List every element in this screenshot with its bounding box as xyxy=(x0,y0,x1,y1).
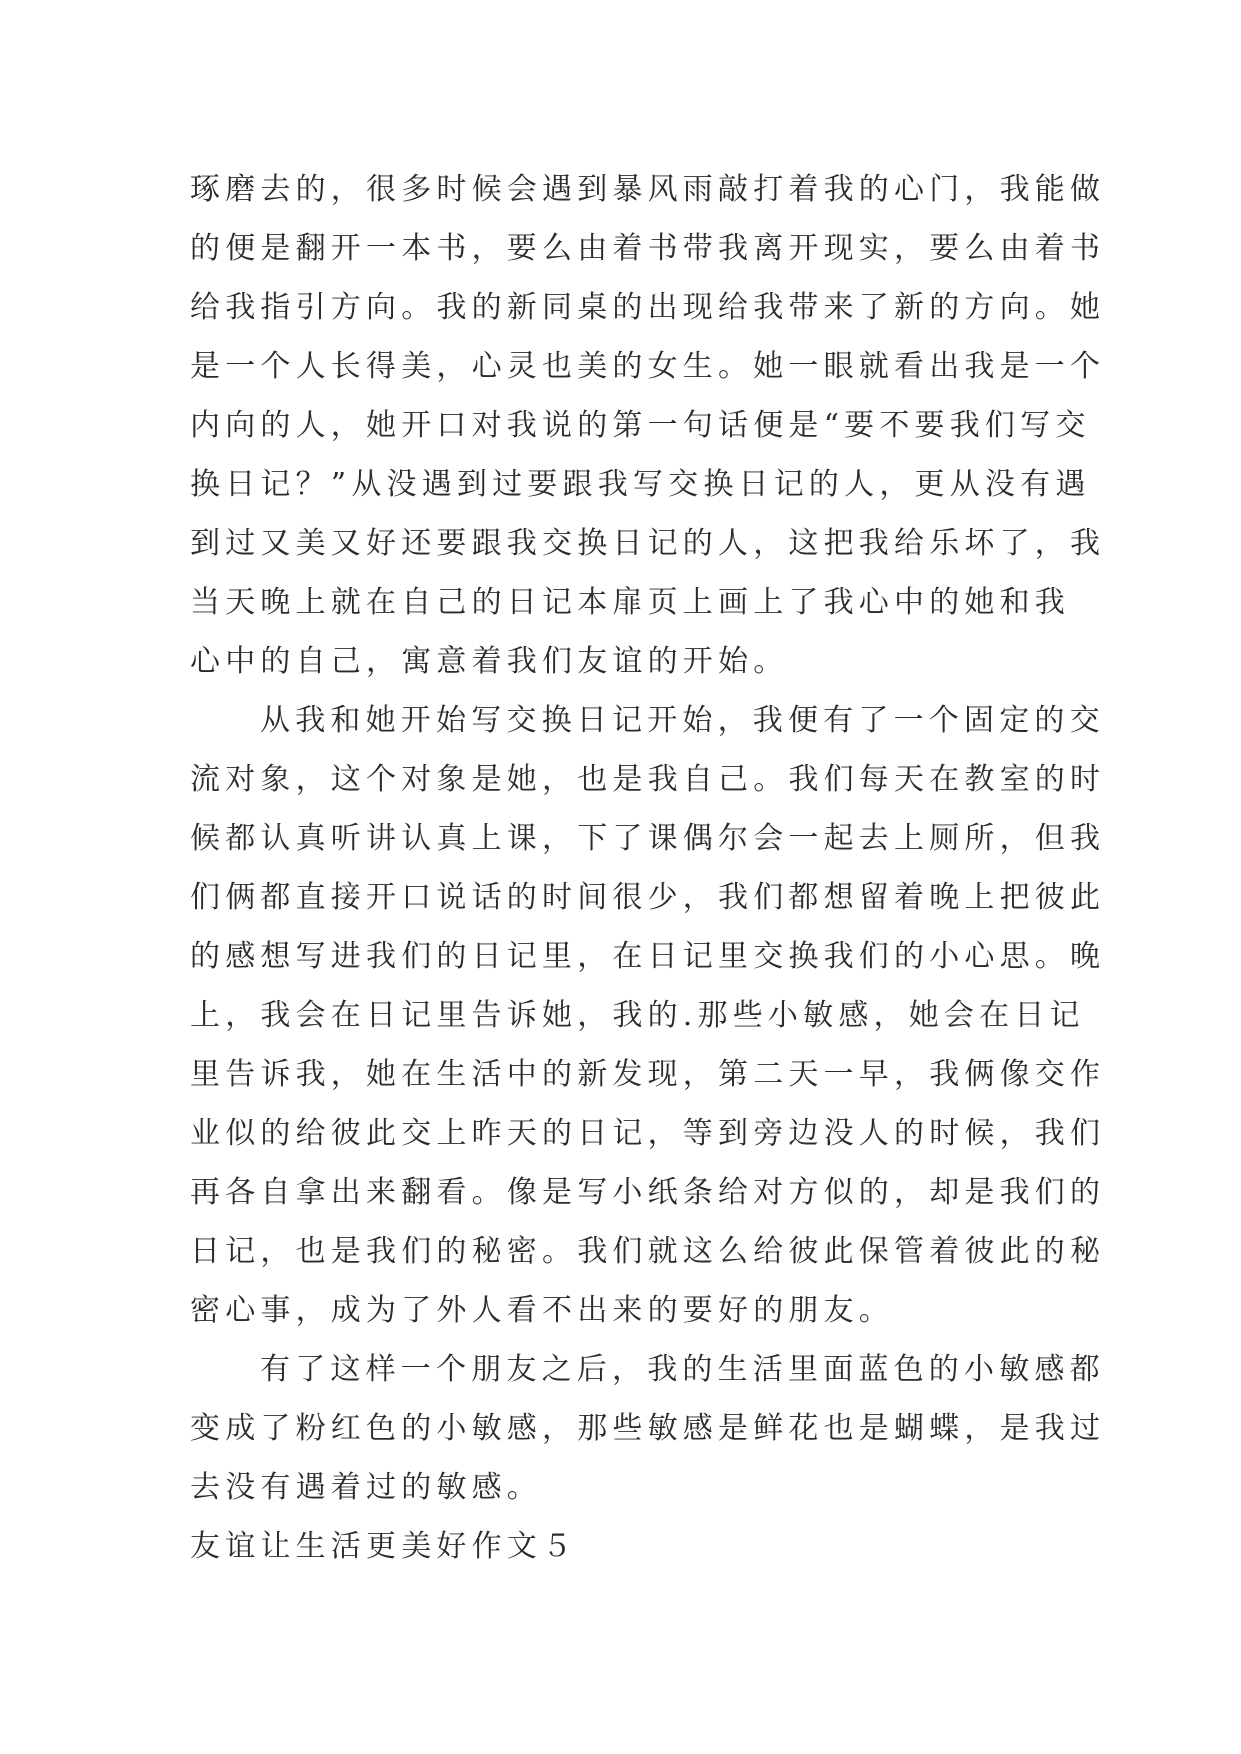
heading-text: 友谊让生活更美好作文５ xyxy=(190,1529,578,1564)
text-line: 日记，也是我们的秘密。我们就这么给彼此保管着彼此的秘 xyxy=(190,1234,1106,1269)
paragraph-1 xyxy=(190,160,1106,691)
document-body xyxy=(190,160,1106,1576)
text-line: 的感想写进我们的日记里，在日记里交换我们的小心思。晚 xyxy=(190,939,1106,974)
text-line: 当天晚上就在自己的日记本扉页上画上了我心中的她和我 xyxy=(190,585,1070,620)
text-line: 到过又美又好还要跟我交换日记的人，这把我给乐坏了，我 xyxy=(190,526,1106,561)
text-line: 琢磨去的，很多时候会遇到暴风雨敲打着我的心门，我能做 xyxy=(190,172,1106,207)
text-line: 里告诉我，她在生活中的新发现，第二天一早，我俩像交作 xyxy=(190,1057,1106,1092)
text-line: 是一个人长得美，心灵也美的女生。她一眼就看出我是一个 xyxy=(190,349,1106,384)
text-line: 候都认真听讲认真上课，下了课偶尔会一起去上厕所，但我 xyxy=(190,821,1106,856)
text-line: 去没有遇着过的敏感。 xyxy=(190,1470,542,1505)
text-line: 密心事，成为了外人看不出来的要好的朋友。 xyxy=(190,1293,894,1328)
text-line: 的便是翻开一本书，要么由着书带我离开现实，要么由着书 xyxy=(190,231,1106,266)
text-line: 再各自拿出来翻看。像是写小纸条给对方似的，却是我们的 xyxy=(190,1175,1106,1210)
text-line: 们俩都直接开口说话的时间很少，我们都想留着晚上把彼此 xyxy=(190,880,1106,915)
paragraph-2 xyxy=(190,691,1106,1340)
text-line: 变成了粉红色的小敏感，那些敏感是鲜花也是蝴蝶，是我过 xyxy=(190,1411,1106,1446)
text-line: 流对象，这个对象是她，也是我自己。我们每天在教室的时 xyxy=(190,762,1106,797)
text-line: 换日记？”从没遇到过要跟我写交换日记的人，更从没有遇 xyxy=(190,467,1091,502)
section-heading xyxy=(190,1517,1058,1576)
text-line: 内向的人，她开口对我说的第一句话便是“要不要我们写交 xyxy=(190,408,1091,443)
text-line: 从我和她开始写交换日记开始，我便有了一个固定的交 xyxy=(260,703,1105,738)
text-line: 业似的给彼此交上昨天的日记，等到旁边没人的时候，我们 xyxy=(190,1116,1106,1151)
text-line: 给我指引方向。我的新同桌的出现给我带来了新的方向。她 xyxy=(190,290,1106,325)
text-line: 心中的自己，寓意着我们友谊的开始。 xyxy=(190,644,789,679)
paragraph-3 xyxy=(190,1340,1106,1517)
text-line: 上，我会在日记里告诉她，我的.那些小敏感，她会在日记 xyxy=(190,998,1085,1033)
text-line: 有了这样一个朋友之后，我的生活里面蓝色的小敏感都 xyxy=(260,1352,1105,1387)
